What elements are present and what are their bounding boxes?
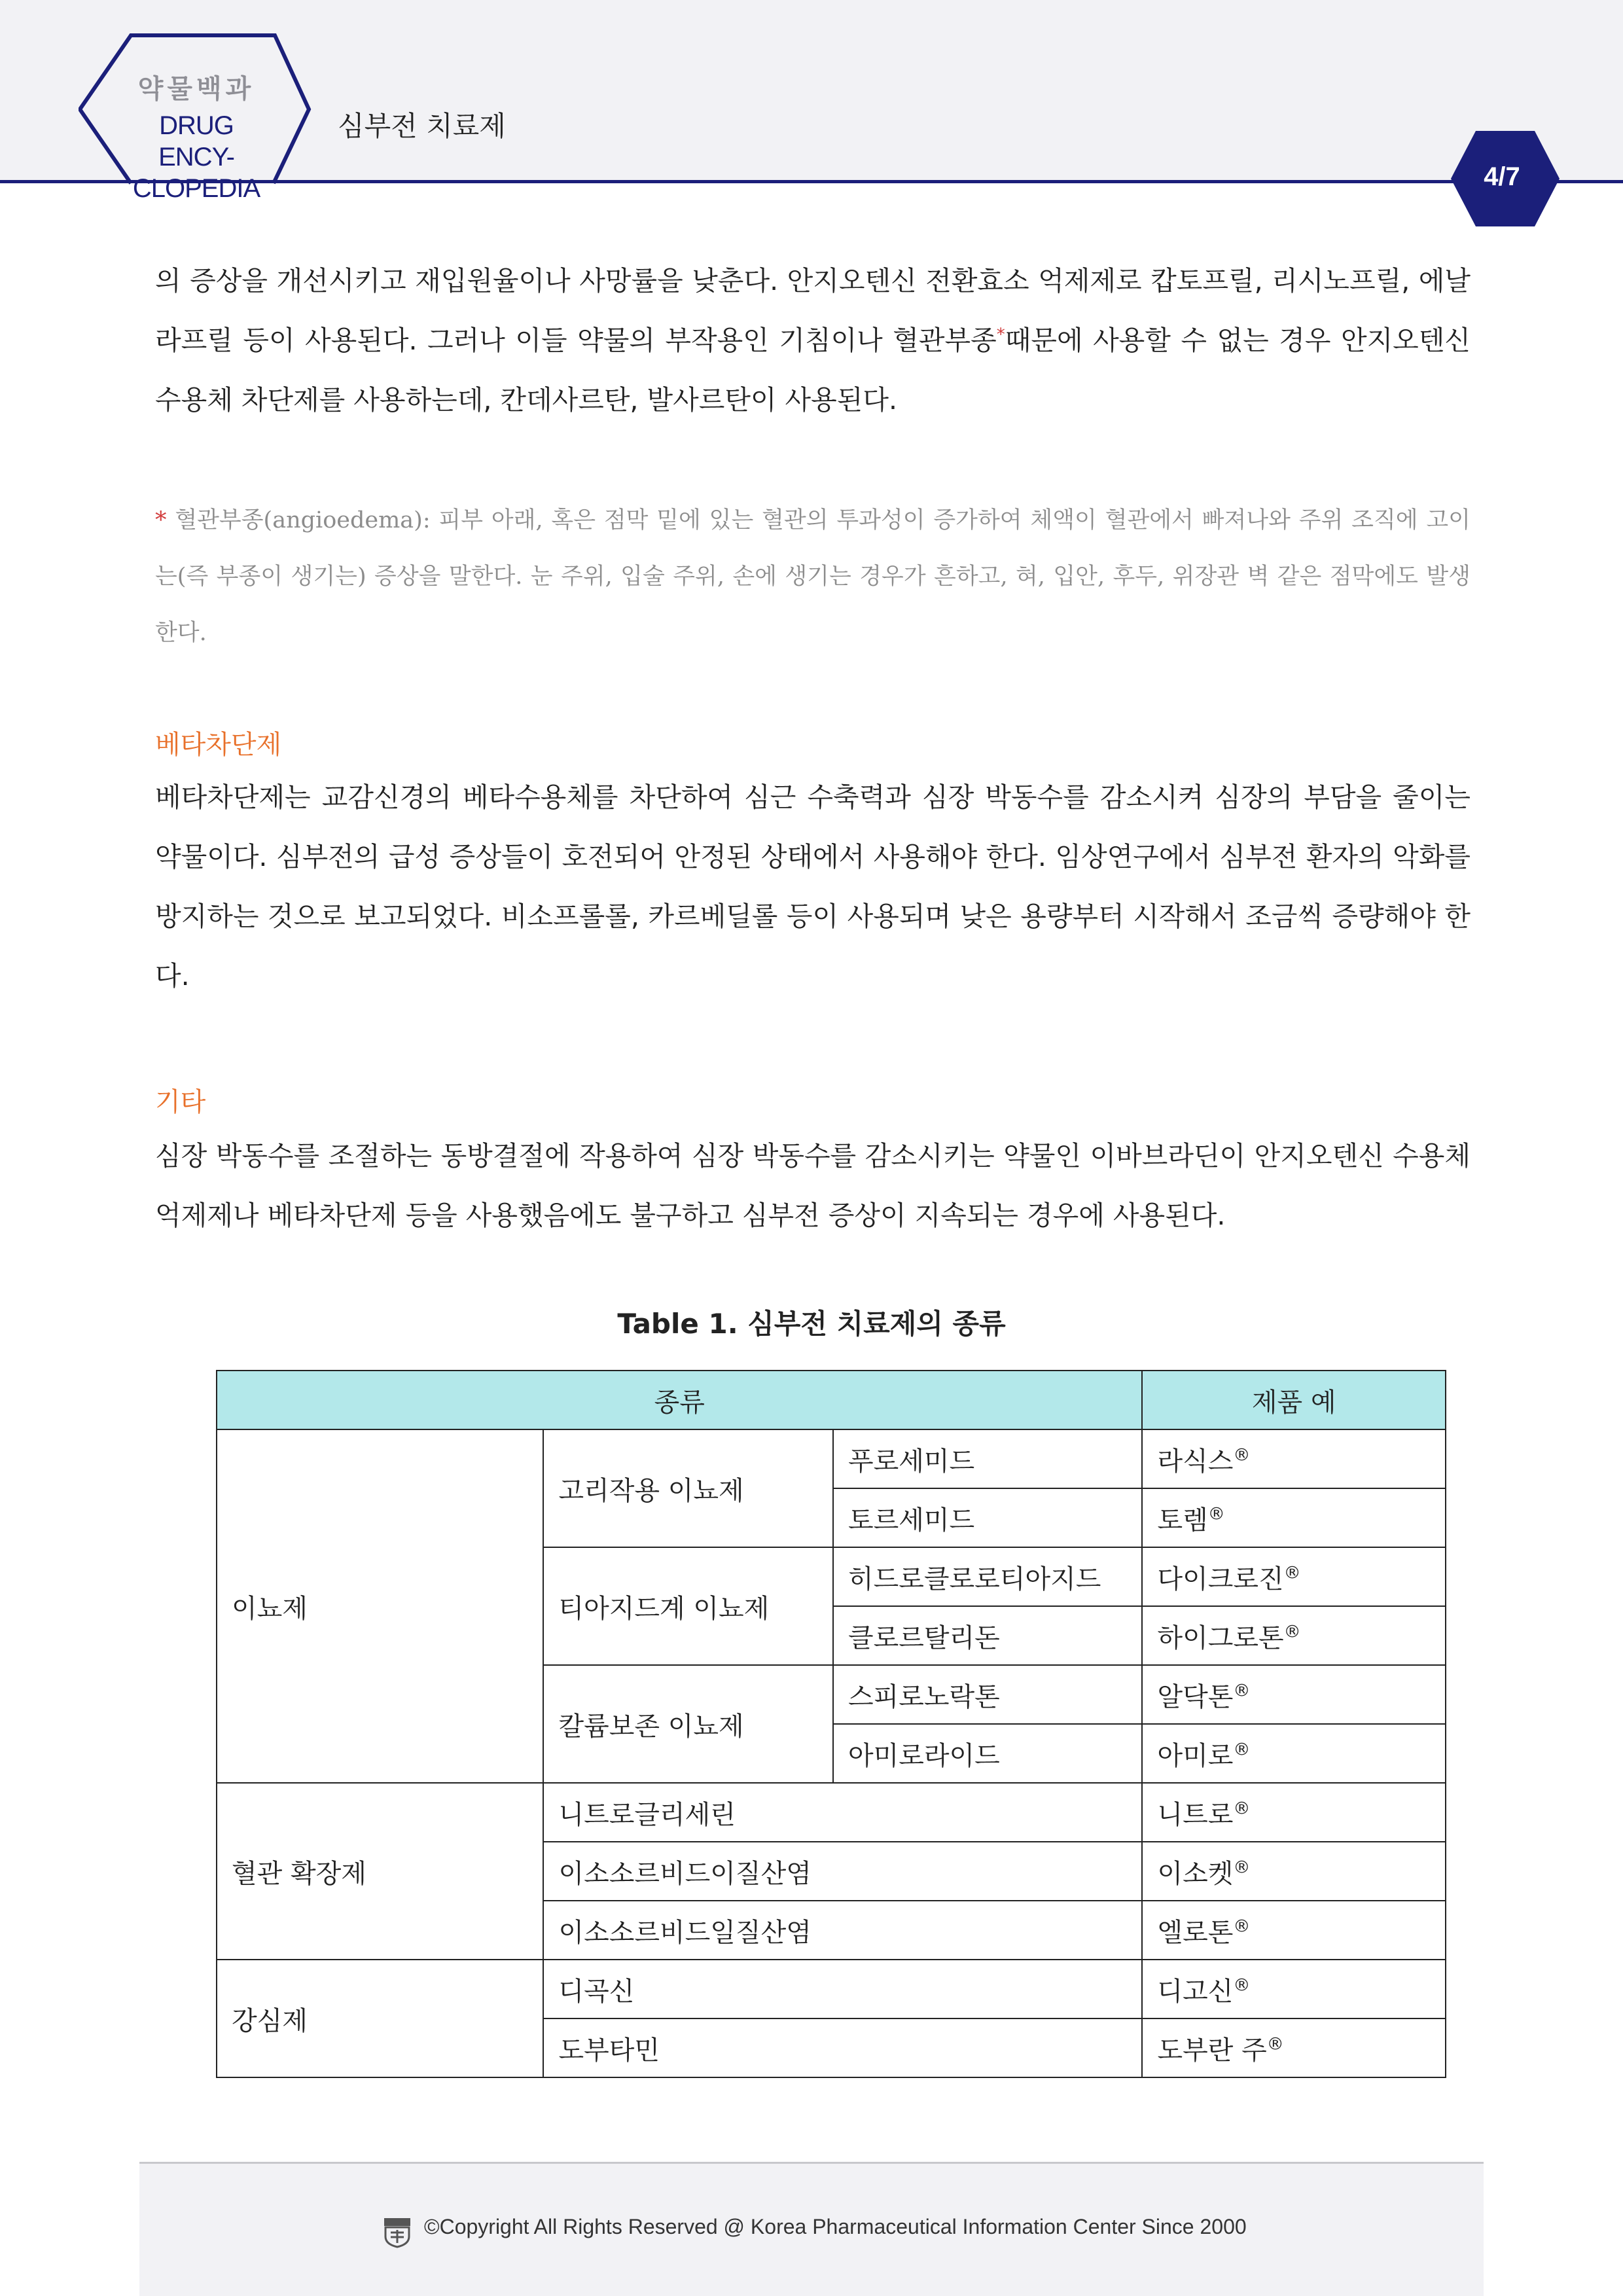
footnote-text: 혈관부종(angioedema): 피부 아래, 혹은 점막 밑에 있는 혈관의 투과성이 증가하여 체액이 혈관에서 빠져나와 주위 조직에 고이는(즉 부종이 생기는) 증상을 말한다. 눈 주위, 입술 주위, 손에 생기는 경우가 흔하고, 혀, 입안, 후두, 위장관 벽 같은 점막에도 발생한다. (155, 507, 1471, 646)
drug-name: 스피로노락톤 (833, 1665, 1142, 1724)
product-cell (1142, 2018, 1446, 2077)
registered-mark: ® (1233, 1681, 1251, 1701)
registered-mark: ® (1233, 1916, 1251, 1937)
product-name: 라식스 (1157, 1446, 1234, 1477)
subgroup-name: 고리작용 이뇨제 (543, 1429, 833, 1547)
registered-mark: ® (1233, 1975, 1251, 1996)
document-title: 심부전 치료제 (338, 110, 506, 142)
registered-mark: ® (1233, 1445, 1251, 1465)
drug-name: 히드로클로로티아지드 (833, 1547, 1142, 1606)
copyright-text: ©Copyright All Rights Reserved @ Korea Pharmaceutical Information Center Since 2000 (424, 2215, 1247, 2238)
registered-mark: ® (1283, 1563, 1301, 1583)
drug-name: 이소소르비드일질산염 (543, 1901, 1142, 1960)
drug-name: 이소소르비드이질산염 (543, 1842, 1142, 1901)
subgroup-name: 티아지드계 이뇨제 (543, 1547, 833, 1665)
product-name: 엘로톤 (1157, 1917, 1234, 1948)
intro-text-2: 때문에 사용할 수 없는 경우 안지오텐신 수용체 차단제를 사용하는데, 칸데사르탄, 발사르탄이 사용된다. (155, 325, 1471, 416)
registered-mark: ® (1283, 1622, 1301, 1642)
product-name: 이소켓 (1157, 1858, 1234, 1889)
footnote-marker: * (996, 325, 1005, 345)
product-name: 다이크로진 (1157, 1564, 1284, 1594)
drug-name: 토르세미드 (833, 1488, 1142, 1547)
product-name: 아미로 (1157, 1740, 1234, 1771)
product-cell (1142, 1488, 1446, 1547)
registered-mark: ® (1207, 1504, 1225, 1524)
product-cell (1142, 1724, 1446, 1783)
group-name: 혈관 확장제 (217, 1783, 543, 1960)
table-row (217, 1783, 1446, 1842)
product-cell (1142, 1547, 1446, 1606)
footnote-star: * (155, 507, 167, 533)
product-cell (1142, 1842, 1446, 1901)
section-body-beta-blocker: 베타차단제는 교감신경의 베타수용체를 차단하여 심근 수축력과 심장 박동수를 감소시켜 심장의 부담을 줄이는 약물이다. 심부전의 급성 증상들이 호전되어 안정된 상태에서 사용해야 한다. 임상연구에서 심부전 환자의 악화를 방지하는 것으로 보고되었다. 비소프롤롤, 카르베딜롤 등이 사용되며 낮은 용량부터 시작해서 조금씩 증량해야 한다. (155, 781, 1471, 992)
section-heading-other: 기타 (155, 1087, 206, 1117)
product-cell (1142, 1960, 1446, 2018)
product-name: 니트로 (1157, 1799, 1234, 1830)
group-name: 이뇨제 (217, 1429, 543, 1783)
subgroup-name: 칼륨보존 이뇨제 (543, 1665, 833, 1783)
drug-name: 푸로세미드 (833, 1429, 1142, 1488)
drug-table (216, 1370, 1446, 2078)
drug-name: 디곡신 (543, 1960, 1142, 2018)
section-body-other: 심장 박동수를 조절하는 동방결절에 작용하여 심장 박동수를 감소시키는 약물인 이바브라딘이 안지오텐신 수용체 억제제나 베타차단제 등을 사용했음에도 불구하고 심부전 증상이 지속되는 경우에 사용된다. (155, 1140, 1471, 1231)
product-cell (1142, 1606, 1446, 1665)
drug-name: 아미로라이드 (833, 1724, 1142, 1783)
table-row (217, 1429, 1446, 1488)
product-cell (1142, 1901, 1446, 1960)
registered-mark: ® (1233, 1857, 1251, 1878)
product-name: 하이그로톤 (1157, 1623, 1284, 1653)
shield-logo-icon (383, 2217, 412, 2248)
drug-name: 클로르탈리돈 (833, 1606, 1142, 1665)
registered-mark: ® (1266, 2034, 1284, 2054)
drug-name: 도부타민 (543, 2018, 1142, 2077)
group-name: 강심제 (217, 1960, 543, 2077)
logo-title: 약물백과 (137, 74, 255, 104)
product-name: 알닥톤 (1157, 1681, 1234, 1712)
page-number: 4/7 (1484, 162, 1520, 191)
footnote (155, 492, 1471, 661)
section-heading-beta-blocker: 베타차단제 (155, 730, 282, 760)
product-cell (1142, 1429, 1446, 1488)
product-cell (1142, 1665, 1446, 1724)
intro-paragraph (155, 251, 1471, 430)
logo-subtitle (131, 110, 262, 204)
logo-subtitle-line1: DRUG ENCY- (158, 111, 234, 171)
table-row (217, 1960, 1446, 2018)
registered-mark: ® (1233, 1799, 1251, 1819)
product-cell (1142, 1783, 1446, 1842)
header-kind: 종류 (217, 1371, 1142, 1429)
table-caption: Table 1. 심부전 치료제의 종류 (617, 1308, 1006, 1340)
header-product: 제품 예 (1142, 1371, 1446, 1429)
product-name: 도부란 주 (1157, 2035, 1267, 2066)
logo-subtitle-line2: CLOPEDIA (132, 174, 260, 203)
registered-mark: ® (1233, 1740, 1251, 1760)
product-name: 디고신 (1157, 1976, 1234, 2007)
product-name: 토렘 (1157, 1505, 1208, 1535)
drug-name: 니트로글리세린 (543, 1783, 1142, 1842)
table-header-row (217, 1371, 1446, 1429)
intro-text-1: 의 증상을 개선시키고 재입원율이나 사망률을 낮춘다. 안지오텐신 전환효소 억제제로 캅토프릴, 리시노프릴, 에날라프릴 등이 사용된다. 그러나 이들 약물의 부작용인 기침이나 혈관부종 (155, 265, 1471, 356)
